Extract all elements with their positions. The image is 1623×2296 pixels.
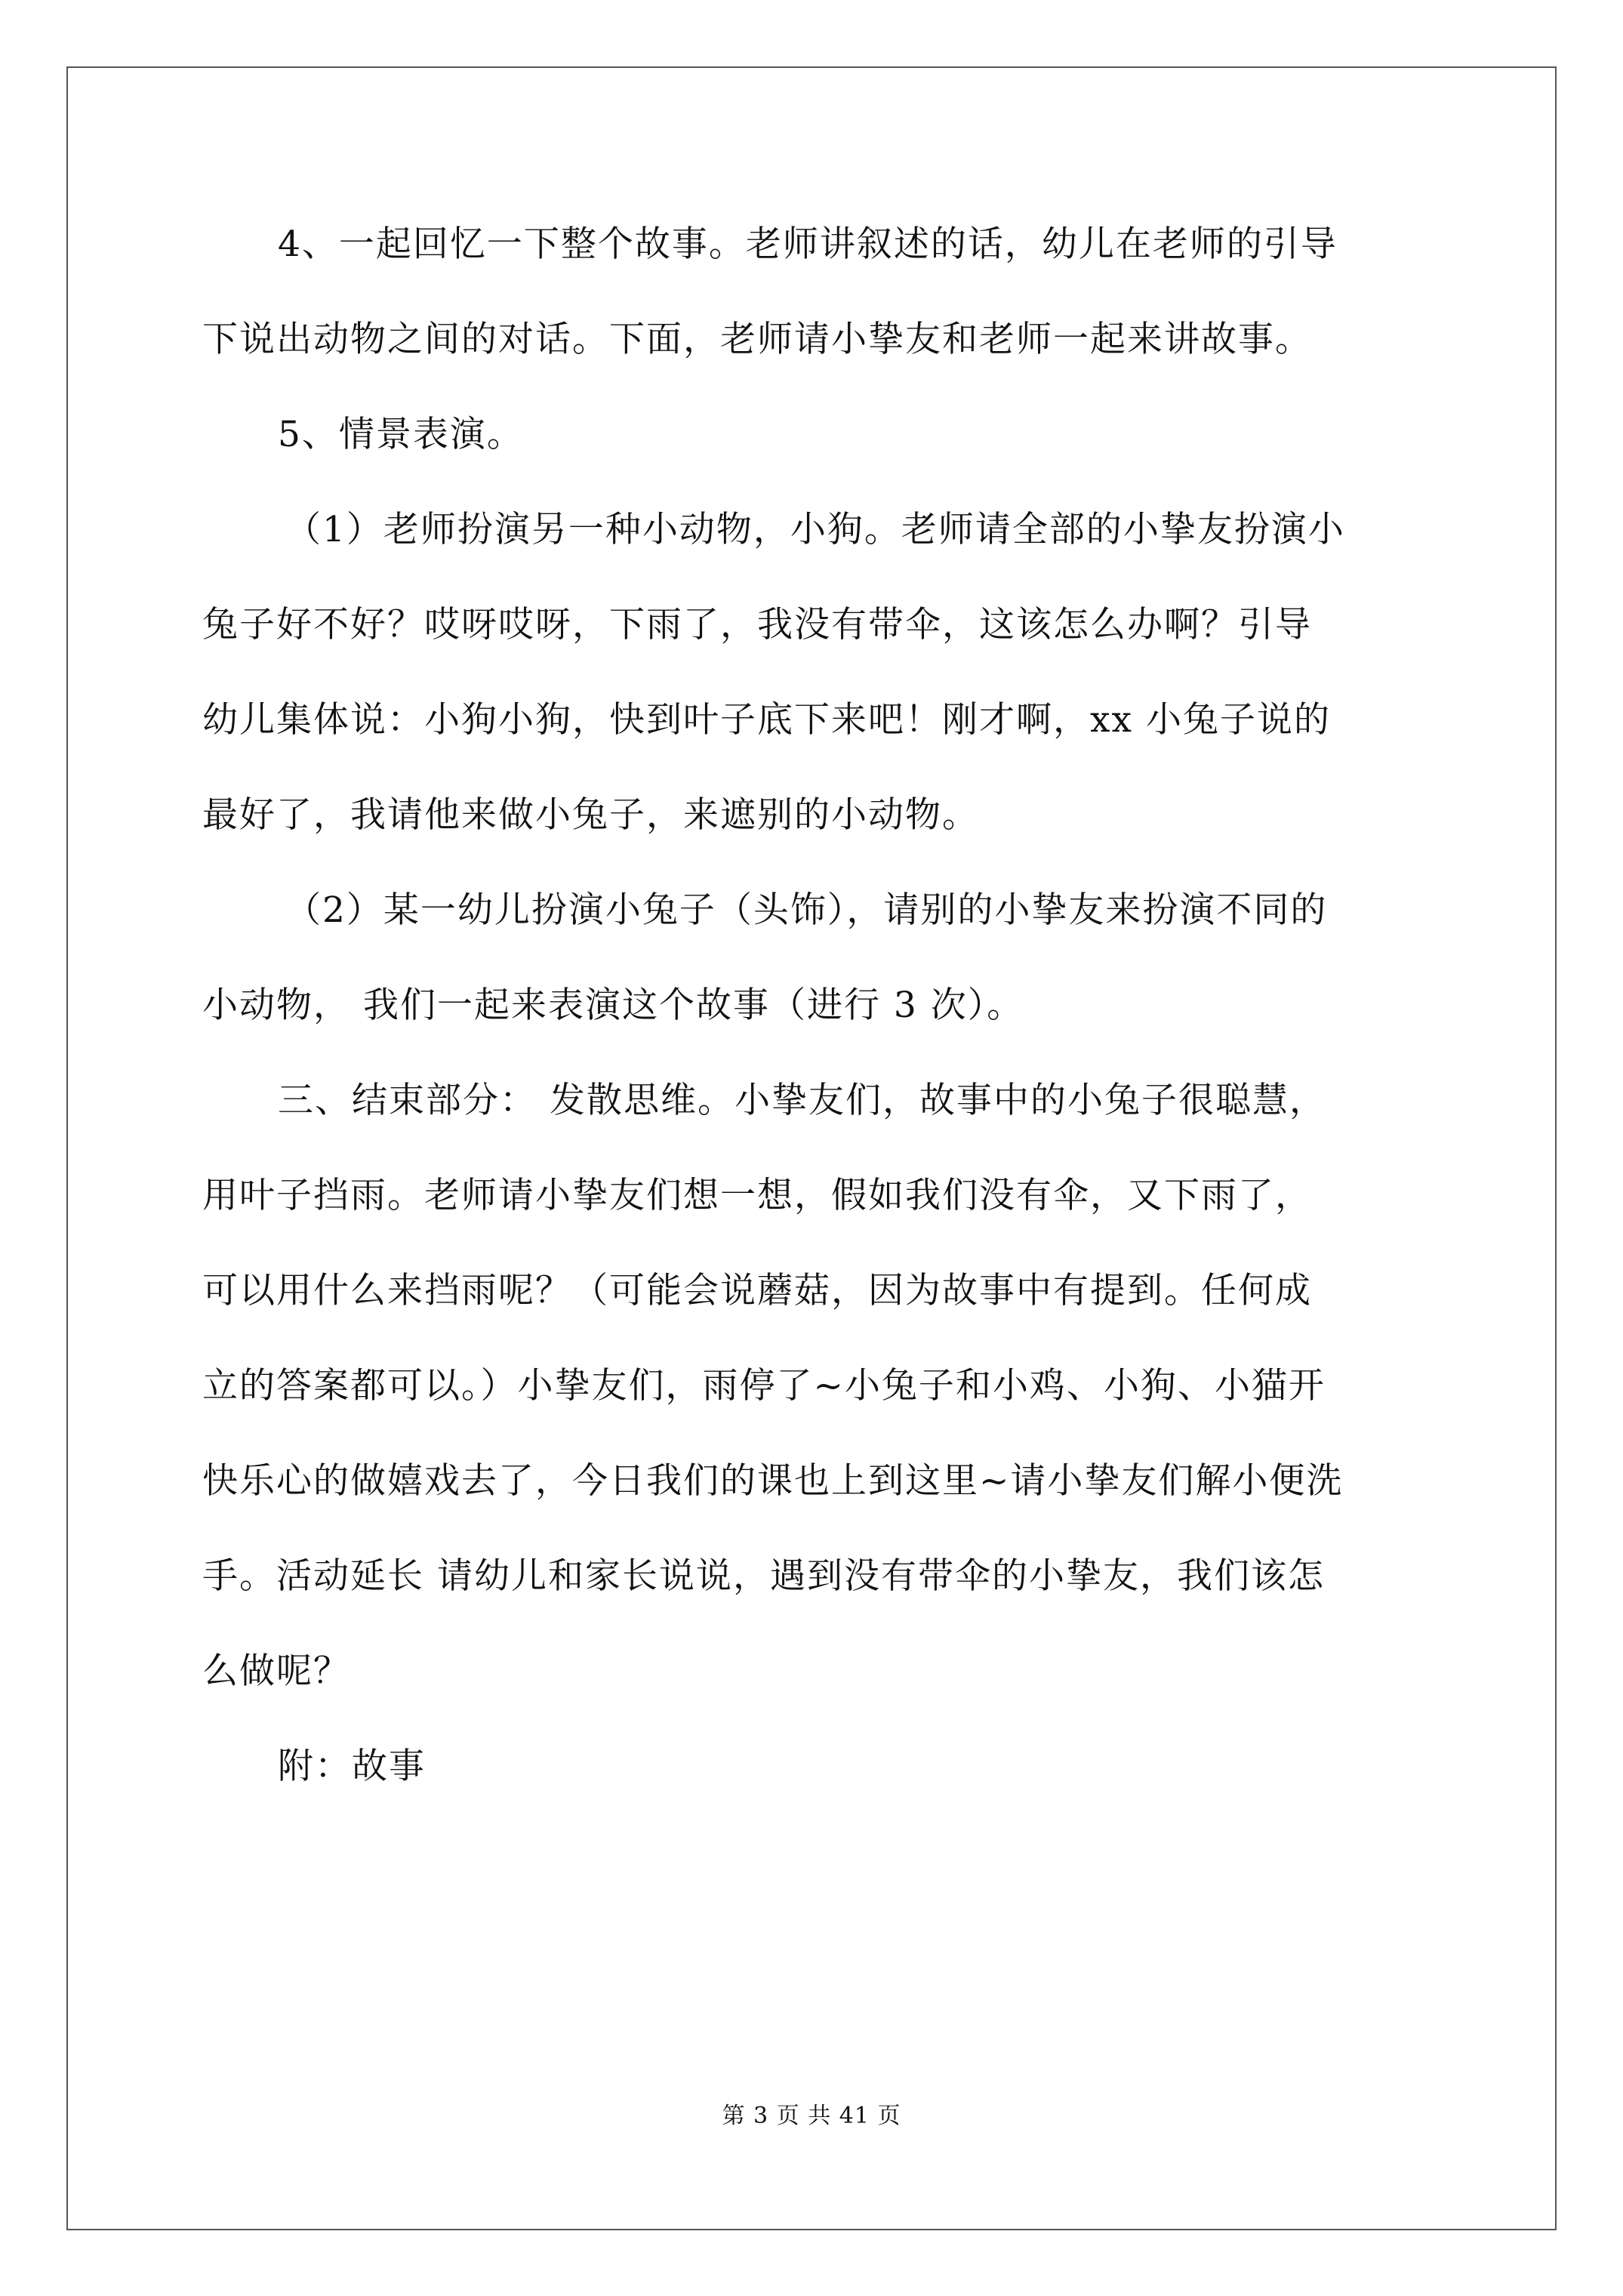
paragraph-line: 小动物， 我们一起来表演这个故事（进行 3 次）。 xyxy=(202,985,1024,1026)
paragraph-line: 兔子好不好？哎呀哎呀，下雨了，我没有带伞，这该怎么办啊？引导 xyxy=(202,604,1312,646)
paragraph-line: 用叶子挡雨。老师请小挚友们想一想，假如我们没有伞，又下雨了， xyxy=(202,1175,1312,1216)
paragraph-line: 附：故事 xyxy=(278,1746,426,1787)
paragraph-line: 4、一起回忆一下整个故事。老师讲叙述的话，幼儿在老师的引导 xyxy=(278,223,1338,265)
paragraph-line: 5、情景表演。 xyxy=(278,414,524,455)
paragraph-line: 快乐心的做嬉戏去了，今日我们的课也上到这里~请小挚友们解小便洗 xyxy=(202,1460,1344,1502)
paragraph-line: 立的答案都可以。）小挚友们，雨停了~小兔子和小鸡、小狗、小猫开 xyxy=(202,1365,1326,1407)
paragraph-line: 手。活动延长 请幼儿和家长说说，遇到没有带伞的小挚友，我们该怎 xyxy=(202,1555,1325,1597)
paragraph-line: （1）老师扮演另一种小动物，小狗。老师请全部的小挚友扮演小 xyxy=(285,509,1345,550)
paragraph-line: 下说出动物之间的对话。下面，老师请小挚友和老师一起来讲故事。 xyxy=(202,319,1312,360)
page-number: 第 3 页 共 41 页 xyxy=(722,2103,901,2129)
paragraph-line: 么做呢？ xyxy=(202,1650,350,1692)
paragraph-line: 三、结束部分： 发散思维。小挚友们，故事中的小兔子很聪慧， xyxy=(278,1080,1326,1121)
paragraph-line: 可以用什么来挡雨呢？（可能会说蘑菇，因为故事中有提到。任何成 xyxy=(202,1270,1312,1311)
paragraph-line: （2）某一幼儿扮演小兔子（头饰），请别的小挚友来扮演不同的 xyxy=(285,889,1328,931)
paragraph-line: 幼儿集体说：小狗小狗，快到叶子底下来吧！刚才啊，xx 小兔子说的 xyxy=(202,699,1331,741)
paragraph-line: 最好了，我请他来做小兔子，来遮别的小动物。 xyxy=(202,794,979,836)
document-body xyxy=(202,223,1440,1844)
